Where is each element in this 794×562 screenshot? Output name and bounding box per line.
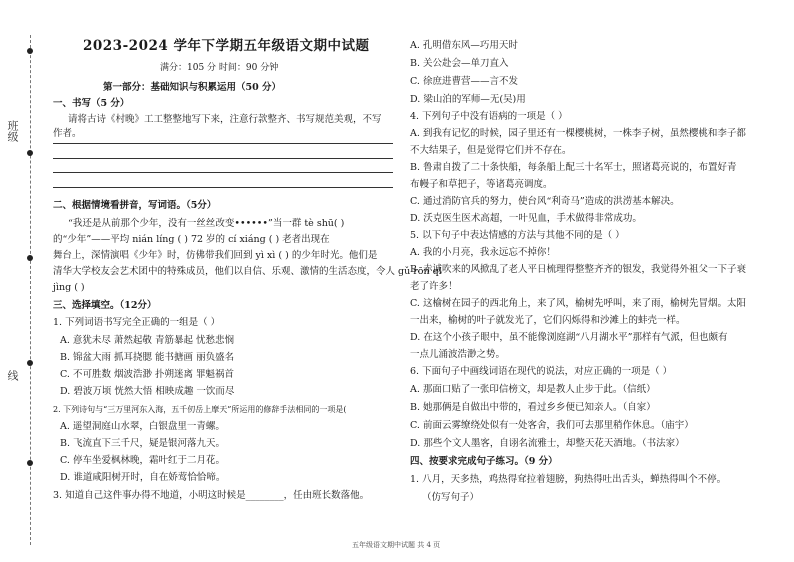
q6-option-d: D. 那些个文人墨客，自诩名流雅士，却整天花天酒地。（书法家） [410,438,685,449]
section-1-heading: 一、书写（5 分） [53,98,130,109]
binding-label-line: 线 [6,370,19,381]
writing-line[interactable] [53,187,393,188]
section-2-line: 舞台上，深情演唱《少年》时，仿佛带我们回到 yì xì ( ) 的少年时光。他们是 [53,250,378,261]
section-4-question-1: 1. 八月，天多热，鸡热得耷拉着翅膀，狗热得吐出舌头，蝉热得叫个不停。 [410,474,727,485]
writing-line[interactable] [53,158,393,159]
binding-hole [27,255,33,261]
q6-option-a: A. 那面口贴了一张印信榜文，却是教人止步于此。（信纸） [410,384,656,395]
binding-label-class: 班级 [6,120,19,142]
q6-option-b: B. 她那俩是自做出中带的，看过乡乡便已知亲人。（自家） [410,402,656,413]
q1-option-c: C. 不可胜数 烟波浩渺 扑朔迷离 罪魁祸首 [60,369,235,380]
question-4: 4. 下列句子中没有语病的一项是（ ） [410,111,568,122]
q5-option-d-cont: 一点儿涌波浩渺之势。 [410,349,506,360]
page-footer: 五年级语文期中试题 共 4 页 [352,541,441,549]
q3-option-c: C. 徐庶进曹营——言不发 [410,76,518,87]
q2-option-c: C. 停车坐爱枫林晚，霜叶红于二月花。 [60,455,225,466]
section-4-question-1-task: （仿写句子） [422,492,480,503]
part-one-heading: 第一部分：基础知识与积累运用（50 分） [103,82,282,93]
q2-option-a: A. 遥望洞庭山水翠，白银盘里一青螺。 [60,421,225,432]
q5-option-a: A. 我的小月亮，我永远忘不掉你！ [410,247,556,258]
binding-strip [0,0,46,562]
q6-option-c: C. 前面云雾缭绕处似有一处客舍，我们可去那里稍作休息。（庙宇） [410,420,694,431]
q5-option-d: D. 在这个小孩子眼中，虽不能像浏庭湖“八月湖水平”那样有气派，但也颇有 [410,332,728,343]
q2-option-b: B. 飞流直下三千尺，疑是银河落九天。 [60,438,226,449]
writing-line[interactable] [53,172,393,173]
q5-option-c-cont: 一出来，榆树的叶子就发光了，它们闪烁得和沙滩上的蚌壳一样。 [410,315,686,326]
q1-option-b: B. 锦盆大雨 抓耳挠腮 能书搪画 丽负盛名 [60,352,235,363]
q2-option-d: D. 谁道咸阳树开时，自在娇莺恰恰啼。 [60,472,226,483]
q4-option-b: B. 鲁肃自拨了二十条快船，每条船上配三十名军士，照诸葛亮说的，布置好青 [410,162,737,173]
q5-option-b: B. 赤诚吹来的风掀乱了老人平日梳理得整整齐齐的银发，我觉得外祖父一下子衰 [410,264,747,275]
q4-option-a-cont: 不大结果子，但是觉得它们并不存在。 [410,145,572,156]
q3-option-a: A. 孔明借东风—巧用天时 [410,40,518,51]
section-2-line: “我还是从前那个少年，没有一丝丝改变••••••”当一群 tè shū( ) [68,218,345,229]
section-4-heading: 四、按要求完成句子练习。（9 分） [410,456,558,467]
binding-hole [27,360,33,366]
q1-option-a: A. 意犹未尽 萧然起敬 青筋暴起 忧愁悲悯 [60,335,234,346]
question-6: 6. 下面句子中画线词语在现代的说法，对应正确的一项是（ ） [410,366,673,377]
section-2-heading: 二、根据情境看拼音，写词语。（5分） [53,200,217,211]
section-2-line: jìng ( ) [53,282,85,293]
q1-option-d: D. 碧波万顷 恍然大悟 相映成趣 一饮而尽 [60,386,235,397]
q4-option-c: C. 通过消防官兵的努力，使台风“利奇马”造成的洪涝基本解决。 [410,196,680,207]
question-3: 3. 知道自己这件事办得不地道，小明这时候是________，任由班长数落他。 [53,490,370,501]
q4-option-a: A. 到我有记忆的时候，园子里还有一棵樱桃树，一株李子树，虽然樱桃和李子都 [410,128,746,139]
section-3-heading: 三、选择填空。（12分） [53,300,157,311]
q5-option-b-cont: 老了许多！ [410,281,458,292]
binding-hole [27,460,33,466]
exam-meta: 满分：105 分 时间：90 分钟 [160,63,279,73]
binding-dashed-line [30,35,31,545]
q3-option-d: D. 梁山泊的军师—无(吴)用 [410,94,526,105]
q4-option-d: D. 沃克医生医术高超，一叶见血，手术做得非常成功。 [410,213,642,224]
exam-title: 2023-2024 学年下学期五年级语文期中试题 [83,38,370,54]
question-5: 5. 以下句子中表达情感的方法与其他不同的是（ ） [410,230,625,241]
writing-line[interactable] [53,143,393,144]
section-2-line: 的“少年”——平均 nián líng ( ) 72 岁的 cí xiáng ( ) 老者出现在 [53,234,330,245]
section-2-line: 清华大学校友会艺术团中的特殊成员，他们以自信、乐观、激情的生活态度，令人 gǔ rōn ql [53,266,442,277]
q4-option-b-cont: 布幔子和草把子，等诸葛亮调度。 [410,179,553,190]
q3-option-b: B. 关公赴会—单刀直入 [410,58,509,69]
question-2: 2. 下列诗句与“三万里河东入海，五千仞岳上摩天”所运用的修辞手法相同的一项是( [53,405,347,414]
question-1: 1. 下列词语书写完全正确的一组是（ ） [53,317,221,328]
binding-hole [27,150,33,156]
q5-option-c: C. 这榆树在园子的西北角上，来了风，榆树先呼叫，来了雨，榆树先冒烟。太阳 [410,298,746,309]
section-1-instruction: 请将古诗《村晚》工工整整地写下来，注意行款整齐、书写规范美观，不写 [68,114,382,125]
section-1-instruction-cont: 作者。 [53,128,82,139]
binding-hole [27,48,33,54]
